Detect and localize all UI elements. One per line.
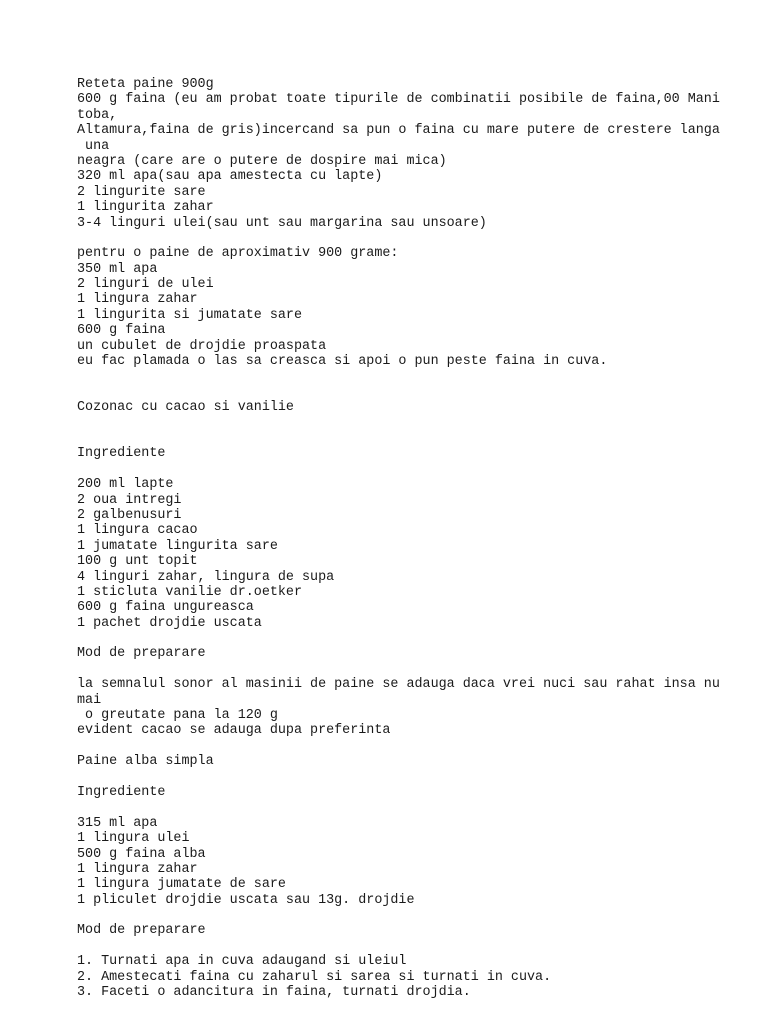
text-line: 4 linguri zahar, lingura de supa	[77, 569, 335, 585]
text-line: 1 lingura ulei	[77, 831, 190, 847]
text-line: 600 g faina ungureasca	[77, 600, 254, 616]
text-line	[77, 800, 717, 815]
text-line	[77, 770, 717, 785]
text-line: 2 linguri de ulei	[77, 277, 214, 293]
text-line	[77, 662, 717, 677]
text-line: Mod de preparare	[77, 923, 206, 939]
text-line: 200 ml lapte	[77, 477, 174, 493]
text-line: 2. Amestecati faina cu zaharul si sarea si turnati in cuva.	[77, 969, 552, 985]
text-line	[77, 431, 717, 446]
recipe-text	[77, 77, 720, 1001]
text-line: 600 g faina	[77, 323, 166, 339]
text-line: 350 ml apa	[77, 261, 158, 277]
text-line: 1 lingura jumatate de sare	[77, 877, 286, 893]
text-line: 1 lingura zahar	[77, 861, 198, 877]
text-line: 3-4 linguri ulei(sau unt sau margarina sau unsoare)	[77, 215, 487, 231]
text-line: 315 ml apa	[77, 815, 158, 831]
text-line	[77, 631, 717, 646]
text-line: 600 g faina (eu am probat toate tipurile de combinatii posibile de faina,00 Mani	[77, 92, 720, 108]
text-line	[77, 231, 717, 246]
text-line	[77, 369, 717, 384]
text-line: 1 lingura zahar	[77, 292, 198, 308]
text-line: Cozonac cu cacao si vanilie	[77, 400, 294, 416]
text-line: 1 lingurita si jumatate sare	[77, 307, 302, 323]
text-line: un cubulet de drojdie proaspata	[77, 338, 327, 354]
text-line: 3. Faceti o adancitura in faina, turnati drojdia.	[77, 985, 471, 1001]
text-line: 2 galbenusuri	[77, 507, 182, 523]
text-line	[77, 908, 717, 923]
text-line	[77, 939, 717, 954]
text-line	[77, 416, 717, 431]
text-line: 500 g faina alba	[77, 846, 206, 862]
text-line: o greutate pana la 120 g	[77, 708, 278, 724]
text-line: Ingrediente	[77, 784, 166, 800]
text-line: 2 lingurite sare	[77, 184, 206, 200]
text-line: 1 lingurita zahar	[77, 200, 214, 216]
text-line: toba,	[77, 107, 118, 123]
text-line	[77, 739, 717, 754]
text-line: evident cacao se adauga dupa preferinta	[77, 723, 391, 739]
text-line: 1 jumatate lingurita sare	[77, 538, 278, 554]
text-line: 100 g unt topit	[77, 554, 198, 570]
text-line	[77, 385, 717, 400]
text-line: eu fac plamada o las sa creasca si apoi o pun peste faina in cuva.	[77, 354, 608, 370]
text-line: 1 pliculet drojdie uscata sau 13g. drojdie	[77, 892, 415, 908]
text-line: neagra (care are o putere de dospire mai mica)	[77, 153, 447, 169]
text-line: Paine alba simpla	[77, 754, 214, 770]
text-line: 1 sticluta vanilie dr.oetker	[77, 584, 302, 600]
text-line: una	[77, 138, 110, 154]
text-line: 320 ml apa(sau apa amestecta cu lapte)	[77, 169, 383, 185]
text-line: la semnalul sonor al masinii de paine se adauga daca vrei nuci sau rahat insa nu	[77, 677, 720, 693]
text-line: 1 lingura cacao	[77, 523, 198, 539]
text-line: Mod de preparare	[77, 646, 206, 662]
text-line: 1. Turnati apa in cuva adaugand si uleiul	[77, 954, 407, 970]
text-line	[77, 462, 717, 477]
text-line: mai	[77, 692, 102, 708]
text-line: pentru o paine de aproximativ 900 grame:	[77, 246, 399, 262]
text-line: 2 oua intregi	[77, 492, 182, 508]
text-line: Ingrediente	[77, 446, 166, 462]
text-line: Reteta paine 900g	[77, 77, 214, 92]
text-line: 1 pachet drojdie uscata	[77, 615, 262, 631]
text-line: Altamura,faina de gris)incercand sa pun o faina cu mare putere de crestere langa	[77, 123, 720, 139]
